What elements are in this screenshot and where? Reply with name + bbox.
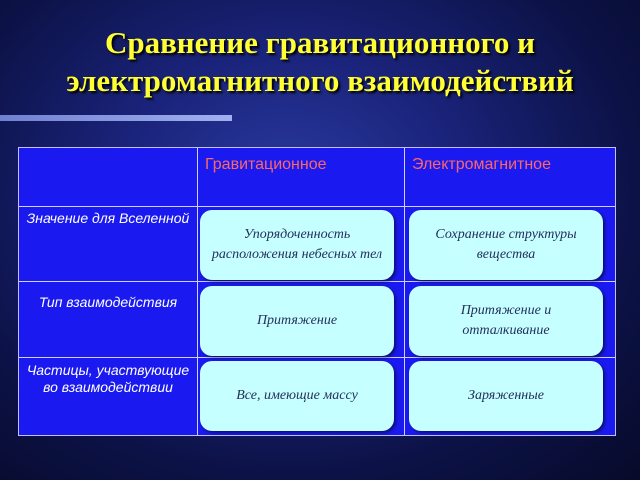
row-label-interaction-type: Тип взаимодействия <box>38 294 178 310</box>
cell-em-significance: Сохранение структуры вещества <box>409 210 603 280</box>
cell-grav-significance: Упорядоченность расположения небесных тел <box>200 210 394 280</box>
title-line-2: электромагнитного взаимодействий <box>66 63 574 98</box>
title-underline-bar <box>0 115 232 121</box>
column-divider-2 <box>404 148 405 435</box>
title-line-1: Сравнение гравитационного и <box>104 25 536 60</box>
cell-em-particles: Заряженные <box>409 361 603 431</box>
cell-grav-type: Притяжение <box>200 286 394 356</box>
cell-grav-particles: Все, имеющие массу <box>200 361 394 431</box>
row-divider-1 <box>19 206 615 207</box>
comparison-table <box>18 147 616 436</box>
column-header-gravitational: Гравитационное <box>205 156 327 173</box>
cell-em-type: Притяжение и отталкивание <box>409 286 603 356</box>
row-label-significance: Значение для Вселенной <box>26 210 190 226</box>
row-divider-2 <box>19 281 615 282</box>
slide-title <box>0 24 640 100</box>
column-header-electromagnetic: Электромагнитное <box>412 156 551 173</box>
row-divider-3 <box>19 357 615 358</box>
row-label-particles: Частицы, участвующие во взаимодействии <box>26 362 190 395</box>
column-divider-1 <box>197 148 198 435</box>
